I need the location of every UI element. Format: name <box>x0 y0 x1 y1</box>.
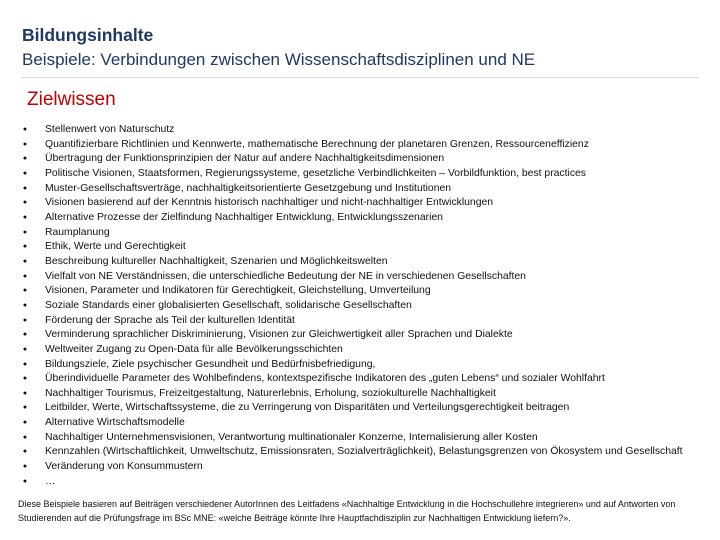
bullet-icon: ● <box>22 257 28 265</box>
bullet-list <box>18 123 714 489</box>
bullet-icon: ● <box>22 301 28 309</box>
list-item-text: Ethik, Werte und Gerechtigkeit <box>45 241 186 253</box>
bullet-icon: ● <box>22 199 28 207</box>
bullet-icon: ● <box>22 389 28 397</box>
bullet-icon: ● <box>22 419 28 427</box>
list-item-text: Visionen, Parameter und Indikatoren für Gerechtigkeit, Gleichstellung, Umverteilung <box>45 285 431 297</box>
list-item <box>18 270 714 285</box>
list-item <box>18 299 714 314</box>
bullet-icon: ● <box>22 228 28 236</box>
list-item-text: Beschreibung kultureller Nachhaltigkeit, Szenarien und Möglichkeitswelten <box>45 255 388 267</box>
bullet-icon: ● <box>22 360 28 368</box>
list-item-text: Überindividuelle Parameter des Wohlbefindens, kontextspezifische Indikatoren des „guten Lebens“ und sozialer Wohlfahrt <box>45 373 605 385</box>
list-item-text: Visionen basierend auf der Kenntnis historisch nachhaltiger und nicht-nachhaltiger Entwicklungen <box>45 197 494 209</box>
list-item <box>18 182 714 197</box>
list-item <box>18 372 714 387</box>
bullet-icon: ● <box>22 213 28 221</box>
list-item <box>18 416 714 431</box>
list-item-text: Soziale Standards einer globalisierten Gesellschaft, solidarische Gesellschaften <box>45 299 412 311</box>
list-item-text: Alternative Prozesse der Zielfindung Nachhaltiger Entwicklung, Entwicklungsszenarien <box>45 211 443 223</box>
list-item <box>18 431 714 446</box>
list-item-text: Muster-Gesellschaftsverträge, nachhaltigkeitsorientierte Gesetzgebung und Institutionen <box>45 182 452 194</box>
list-item <box>18 445 714 460</box>
list-item-text: Stellenwert von Naturschutz <box>45 124 175 135</box>
list-item-text: Vielfalt von NE Verständnissen, die unterschiedliche Bedeutung der NE in verschiedenen Gesellschaften <box>45 270 526 282</box>
footnote: Diese Beispiele basieren auf Beiträgen verschiedener AutorInnen des Leitfadens «Nachhaltige Entwicklung in die Hochschullehre integrieren» und auf Antworten von Studierenden auf die Prüfungsfrage im BSc MNE: «welche Beiträge könnte Ihre Hauptfachdisziplin zur Nachhaltigen Entwicklung liefern?». <box>18 499 676 523</box>
list-item-text: Veränderung von Konsummustern <box>45 461 203 473</box>
list-item <box>18 152 714 167</box>
page-title: Bildungsinhalte <box>22 25 154 45</box>
bullet-icon: ● <box>22 272 28 280</box>
bullet-icon: ● <box>22 155 28 163</box>
list-item <box>18 475 714 490</box>
list-item <box>18 196 714 211</box>
list-item-text: Leitbilder, Werte, Wirtschaftssysteme, die zu Verringerung von Disparitäten und Verteilungsgerechtigkeit beitragen <box>45 402 570 414</box>
bullet-icon: ● <box>22 287 28 295</box>
list-item <box>18 401 714 416</box>
list-item-text: Raumplanung <box>45 226 110 238</box>
list-item <box>18 460 714 475</box>
list-item <box>18 343 714 358</box>
list-item <box>18 387 714 402</box>
bullet-icon: ● <box>22 243 28 251</box>
bullet-icon: ● <box>22 126 28 133</box>
list-item <box>18 226 714 241</box>
list-item <box>18 328 714 343</box>
list-item <box>18 240 714 255</box>
slide-header <box>0 0 720 78</box>
list-item-text: Förderung der Sprache als Teil der kulturellen Identität <box>45 314 295 326</box>
list-item <box>18 211 714 226</box>
list-item-text: Quantifizierbare Richtlinien und Kennwerte, mathematische Berechnung der planetaren Grenzen, Ressourceneffizienz <box>45 138 589 150</box>
section-title: Zielwissen <box>27 89 116 110</box>
page-subtitle: Beispiele: Verbindungen zwischen Wissenschaftsdisziplinen und NE <box>22 50 536 69</box>
list-item <box>18 138 714 153</box>
list-item-text: Weltweiter Zugang zu Open-Data für alle Bevölkerungsschichten <box>45 343 343 355</box>
list-item <box>18 123 714 138</box>
list-item-text: Alternative Wirtschaftsmodelle <box>45 417 185 429</box>
list-item <box>18 314 714 329</box>
list-item-text: Nachhaltiger Unternehmensvisionen, Verantwortung multinationaler Konzerne, Internalisierung aller Kosten <box>45 431 538 443</box>
bullet-icon: ● <box>22 316 28 324</box>
bullet-icon: ● <box>22 433 28 441</box>
bullet-icon: ● <box>22 477 28 485</box>
list-item-text: Nachhaltiger Tourismus, Freizeitgestaltung, Naturerlebnis, Erholung, soziokulturelle Nachhaltigkeit <box>45 387 496 399</box>
bullet-icon: ● <box>22 463 28 471</box>
list-item-text: … <box>45 475 56 487</box>
bullet-icon: ● <box>22 184 28 192</box>
bullet-icon: ● <box>22 404 28 412</box>
list-item-text: Politische Visionen, Staatsformen, Regierungssysteme, gesetzliche Verbindlichkeiten – Vorbildfunktion, best practices <box>45 167 586 179</box>
bullet-icon: ● <box>22 331 28 339</box>
bullet-icon: ● <box>22 140 28 148</box>
list-item-text: Verminderung sprachlicher Diskriminierung, Visionen zur Gleichwertigkeit aller Sprachen und Dialekte <box>45 329 513 341</box>
bullet-icon: ● <box>22 375 28 383</box>
bullet-icon: ● <box>22 345 28 353</box>
bullet-icon: ● <box>22 448 28 456</box>
bullet-icon: ● <box>22 169 28 177</box>
list-item-text: Bildungsziele, Ziele psychischer Gesundheit und Bedürfnisbefriedigung, <box>45 358 376 370</box>
list-item <box>18 167 714 182</box>
list-item-text: Kennzahlen (Wirtschaftlichkeit, Umweltschutz, Emissionsraten, Sozialverträglichkeit), Belastungsgrenzen von Ökosystem und Gesellschaft <box>45 446 683 458</box>
header-divider <box>22 77 698 78</box>
list-item <box>18 358 714 373</box>
list-item-text: Übertragung der Funktionsprinzipien der Natur auf andere Nachhaltigkeitsdimensionen <box>45 153 445 165</box>
list-item <box>18 284 714 299</box>
list-item <box>18 255 714 270</box>
